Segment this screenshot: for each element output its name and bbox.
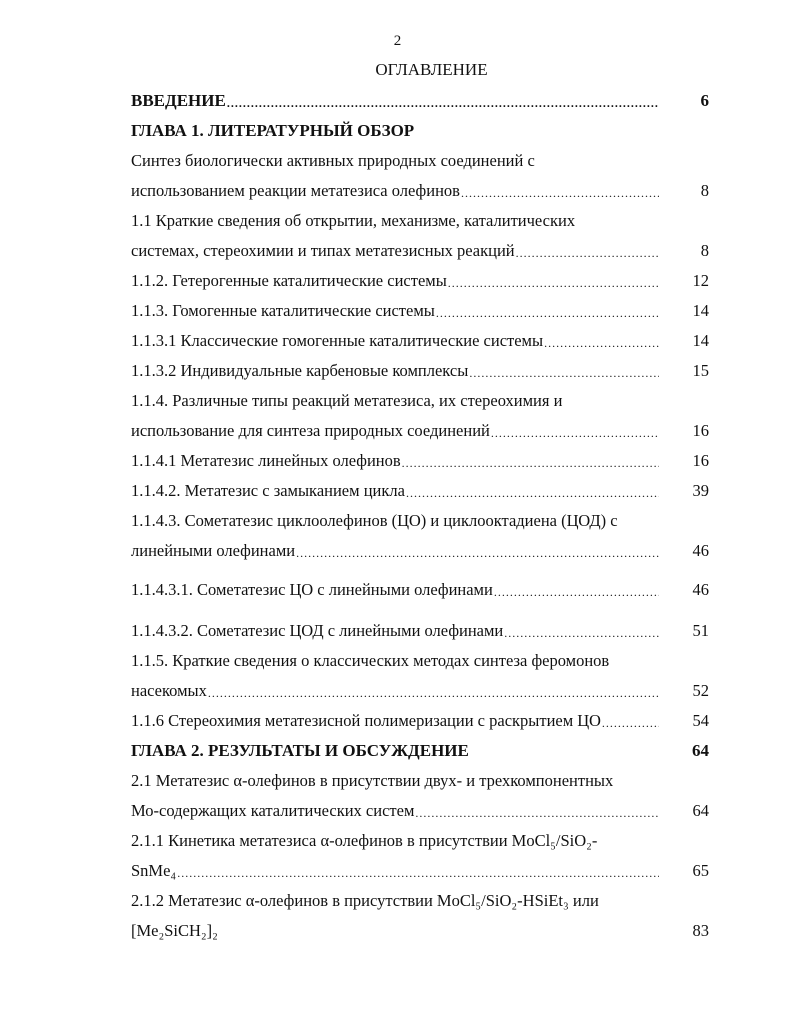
- toc-page-number: 12: [692, 271, 709, 290]
- dot-leader: [415, 806, 659, 821]
- toc-page-number: 46: [692, 580, 709, 599]
- toc-page-number: 8: [700, 241, 709, 260]
- dot-leader: [402, 456, 659, 471]
- toc-entry-text: SnMe₄: [131, 861, 177, 880]
- toc-entry-text: 1.1.3.2 Индивидуальные карбеновые комплексы: [131, 361, 469, 380]
- dot-leader: [469, 366, 659, 381]
- toc-entry-text: 1.1.4.3. Сометатезис циклоолефинов (ЦО) и циклооктадиена (ЦОД) с: [131, 511, 618, 530]
- dot-leader: [208, 686, 659, 701]
- toc-entry-text: Мо-содержащих каталитических систем: [131, 801, 415, 820]
- toc-entry-text: [Me₂SiCH₂]₂: [131, 921, 218, 940]
- toc-entry[interactable]: [131, 706, 709, 736]
- toc-entry[interactable]: [131, 646, 709, 706]
- toc-entry-text: 2.1.2 Метатезис α-олефинов в присутствии MoCl₅/SiO₂-HSiEt₃ или: [131, 891, 599, 910]
- toc-entry[interactable]: [131, 296, 709, 326]
- toc-entry-text: Синтез биологически активных природных соединений с: [131, 151, 535, 170]
- dot-leader: [436, 306, 659, 321]
- toc-entry[interactable]: [131, 86, 709, 116]
- toc-page-number: 16: [692, 451, 709, 470]
- dot-leader: [516, 246, 659, 261]
- toc-page-number: 46: [692, 541, 709, 560]
- toc-entry[interactable]: [131, 886, 709, 946]
- table-of-contents: [131, 86, 709, 946]
- toc-entry[interactable]: [131, 826, 709, 886]
- dot-leader: [227, 96, 659, 111]
- toc-entry[interactable]: [131, 116, 709, 146]
- toc-entry[interactable]: [131, 766, 709, 826]
- toc-entry-text: 1.1 Краткие сведения об открытии, механизме, каталитических: [131, 211, 576, 230]
- toc-entry[interactable]: [131, 386, 709, 446]
- dot-leader: [494, 585, 659, 600]
- toc-entry[interactable]: [131, 616, 709, 646]
- toc-entry-text: 2.1.1 Кинетика метатезиса α-олефинов в присутствии MoCl₅/SiO₂-: [131, 831, 598, 850]
- toc-entry[interactable]: [131, 326, 709, 356]
- toc-page-number: 64: [692, 801, 709, 820]
- toc-page-number: 65: [692, 861, 709, 880]
- toc-entry-text: 1.1.4. Различные типы реакций метатезиса, их стереохимия и: [131, 391, 563, 410]
- toc-entry-text: системах, стереохимии и типах метатезисных реакций: [131, 241, 515, 260]
- toc-page-number: 14: [692, 331, 709, 350]
- toc-entry-text: 1.1.3.1 Классические гомогенные каталитические системы: [131, 331, 544, 350]
- toc-entry[interactable]: [131, 476, 709, 506]
- toc-entry-text: 1.1.6 Стереохимия метатезисной полимеризации с раскрытием ЦО: [131, 711, 601, 730]
- toc-page-number: 51: [692, 621, 709, 640]
- toc-entry[interactable]: [131, 736, 709, 766]
- dot-leader: [504, 626, 659, 641]
- toc-page-number: 6: [700, 91, 709, 110]
- toc-page-number: 16: [692, 421, 709, 440]
- toc-page-number: 15: [692, 361, 709, 380]
- toc-page-number: 54: [692, 711, 709, 730]
- toc-entry-text: ВВЕДЕНИЕ: [131, 91, 226, 110]
- toc-entry-text: линейными олефинами: [131, 541, 296, 560]
- dot-leader: [602, 716, 659, 731]
- toc-page-number: 83: [692, 921, 709, 940]
- toc-page-number: 14: [692, 301, 709, 320]
- toc-entry[interactable]: [131, 266, 709, 296]
- toc-entry-text: использование для синтеза природных соединений: [131, 421, 490, 440]
- toc-entry[interactable]: [131, 575, 709, 605]
- dot-leader: [461, 186, 659, 201]
- toc-page-number: 52: [692, 681, 709, 700]
- toc-entry-text: 1.1.4.1 Метатезис линейных олефинов: [131, 451, 401, 470]
- toc-page-number: 64: [692, 741, 709, 760]
- toc-entry-text: 1.1.3. Гомогенные каталитические системы: [131, 301, 435, 320]
- toc-entry[interactable]: [131, 506, 709, 566]
- dot-leader: [544, 336, 659, 351]
- toc-entry-text: 1.1.4.2. Метатезис с замыканием цикла: [131, 481, 405, 500]
- dot-leader: [448, 276, 659, 291]
- toc-entry-text: использованием реакции метатезиса олефинов: [131, 181, 460, 200]
- dot-leader: [296, 546, 659, 561]
- toc-entry-text: 1.1.4.3.1. Сометатезис ЦО с линейными олефинами: [131, 580, 493, 599]
- toc-page-number: 39: [692, 481, 709, 500]
- toc-entry-text: 1.1.2. Гетерогенные каталитические системы: [131, 271, 447, 290]
- toc-entry[interactable]: [131, 206, 709, 266]
- toc-entry-text: 2.1 Метатезис α-олефинов в присутствии двух- и трехкомпонентных: [131, 771, 614, 790]
- toc-entry-text: 1.1.5. Краткие сведения о классических методах синтеза феромонов: [131, 651, 610, 670]
- dot-leader: [406, 486, 659, 501]
- toc-title: ОГЛАВЛЕНИЕ: [375, 60, 488, 79]
- toc-entry[interactable]: [131, 146, 709, 206]
- dot-leader: [177, 866, 659, 881]
- toc-entry-text: ГЛАВА 2. РЕЗУЛЬТАТЫ И ОБСУЖДЕНИЕ: [131, 741, 469, 760]
- toc-entry-text: 1.1.4.3.2. Сометатезис ЦОД с линейными олефинами: [131, 621, 504, 640]
- page-number: 2: [393, 33, 402, 49]
- toc-entry[interactable]: [131, 446, 709, 476]
- toc-entry-text: ГЛАВА 1. ЛИТЕРАТУРНЫЙ ОБЗОР: [131, 121, 415, 140]
- dot-leader: [491, 426, 659, 441]
- toc-entry[interactable]: [131, 356, 709, 386]
- toc-entry-text: насекомых: [131, 681, 207, 700]
- toc-page-number: 8: [700, 181, 709, 200]
